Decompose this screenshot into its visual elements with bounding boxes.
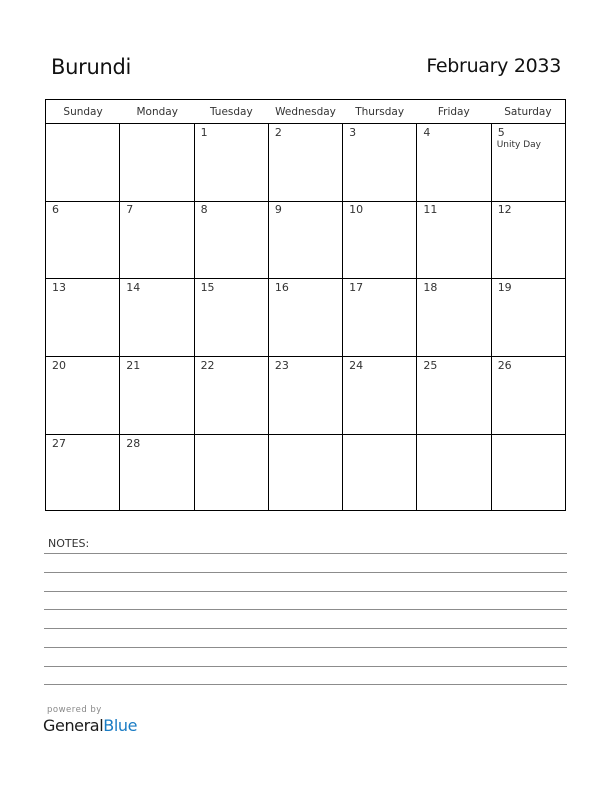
day-cell [417, 435, 491, 511]
week-row-5 [46, 435, 565, 511]
day-number: 21 [126, 359, 141, 372]
note-line [44, 647, 567, 648]
day-cell [492, 124, 565, 201]
day-cell [417, 201, 491, 278]
day-cell [417, 279, 491, 356]
powered-by-text: powered by [47, 705, 102, 715]
day-cell [492, 279, 565, 356]
generalblue-logo [43, 716, 137, 735]
note-line [44, 684, 567, 685]
day-cell [269, 357, 343, 434]
day-cell [343, 201, 417, 278]
day-cell [269, 435, 343, 511]
day-number: 8 [200, 203, 208, 216]
calendar-grid [45, 99, 566, 511]
day-number: 22 [200, 359, 215, 372]
brand-blue: Blue [103, 716, 138, 735]
week-row-3 [46, 279, 565, 357]
day-number: 25 [423, 359, 438, 372]
note-line [44, 553, 567, 554]
day-cell [417, 357, 491, 434]
day-number: 13 [52, 281, 66, 294]
day-cell [120, 357, 194, 434]
week-row-2 [46, 201, 565, 279]
day-number: 11 [423, 203, 438, 216]
day-number: 7 [126, 203, 134, 216]
day-number: 28 [126, 437, 141, 450]
day-cell [269, 279, 343, 356]
day-number: 9 [274, 203, 282, 216]
day-number: 20 [52, 359, 66, 372]
day-number: 6 [52, 203, 59, 216]
day-number: 17 [349, 281, 364, 294]
note-line [44, 666, 567, 667]
weekday-sunday: Sunday [63, 106, 103, 118]
day-cell [195, 279, 269, 356]
week-row-4 [46, 357, 565, 435]
day-number: 5 [497, 126, 505, 139]
weekday-monday: Monday [136, 106, 178, 118]
day-number: 18 [423, 281, 438, 294]
day-cell [195, 124, 269, 201]
day-number: 19 [497, 281, 512, 294]
weekday-tuesday: Tuesday [209, 106, 253, 118]
day-cell [343, 357, 417, 434]
day-number: 1 [200, 126, 208, 139]
day-cell [343, 435, 417, 511]
day-number: 24 [349, 359, 364, 372]
day-cell [492, 201, 565, 278]
day-cell [195, 201, 269, 278]
weekday-wednesday: Wednesday [275, 106, 336, 118]
day-cell [46, 435, 120, 511]
day-cell [417, 124, 491, 201]
day-number: 16 [274, 281, 289, 294]
day-cell [269, 124, 343, 201]
month-year-title: February 2033 [426, 55, 561, 77]
day-number: 10 [349, 203, 364, 216]
day-number: 26 [497, 359, 512, 372]
day-cell [492, 435, 565, 511]
day-number: 2 [274, 126, 282, 139]
note-line [44, 628, 567, 629]
country-title: Burundi [51, 55, 132, 79]
day-number: 27 [52, 437, 66, 450]
day-number: 15 [200, 281, 215, 294]
day-number: 14 [126, 281, 141, 294]
day-cell [120, 435, 194, 511]
day-cell [46, 201, 120, 278]
note-line [44, 591, 567, 592]
day-cell [120, 201, 194, 278]
day-number: 4 [423, 126, 431, 139]
note-line [44, 609, 567, 610]
note-line [44, 572, 567, 573]
weekday-saturday: Saturday [504, 106, 552, 118]
day-cell [492, 357, 565, 434]
weekday-header-row [46, 100, 565, 124]
day-cell [120, 279, 194, 356]
weekday-friday: Friday [437, 106, 470, 118]
day-cell [269, 201, 343, 278]
notes-label: NOTES: [48, 537, 90, 550]
day-cell [120, 124, 194, 201]
day-cell [195, 435, 269, 511]
day-cell [195, 357, 269, 434]
holiday-label: Unity Day [496, 140, 541, 150]
day-cell [343, 279, 417, 356]
day-cell [46, 357, 120, 434]
brand-general: General [43, 716, 104, 735]
day-cell [46, 279, 120, 356]
day-number: 3 [349, 126, 357, 139]
weekday-thursday: Thursday [355, 106, 405, 118]
day-cell [343, 124, 417, 201]
day-cell [46, 124, 120, 201]
day-number: 12 [497, 203, 512, 216]
week-row-1 [46, 124, 565, 202]
day-number: 23 [274, 359, 289, 372]
